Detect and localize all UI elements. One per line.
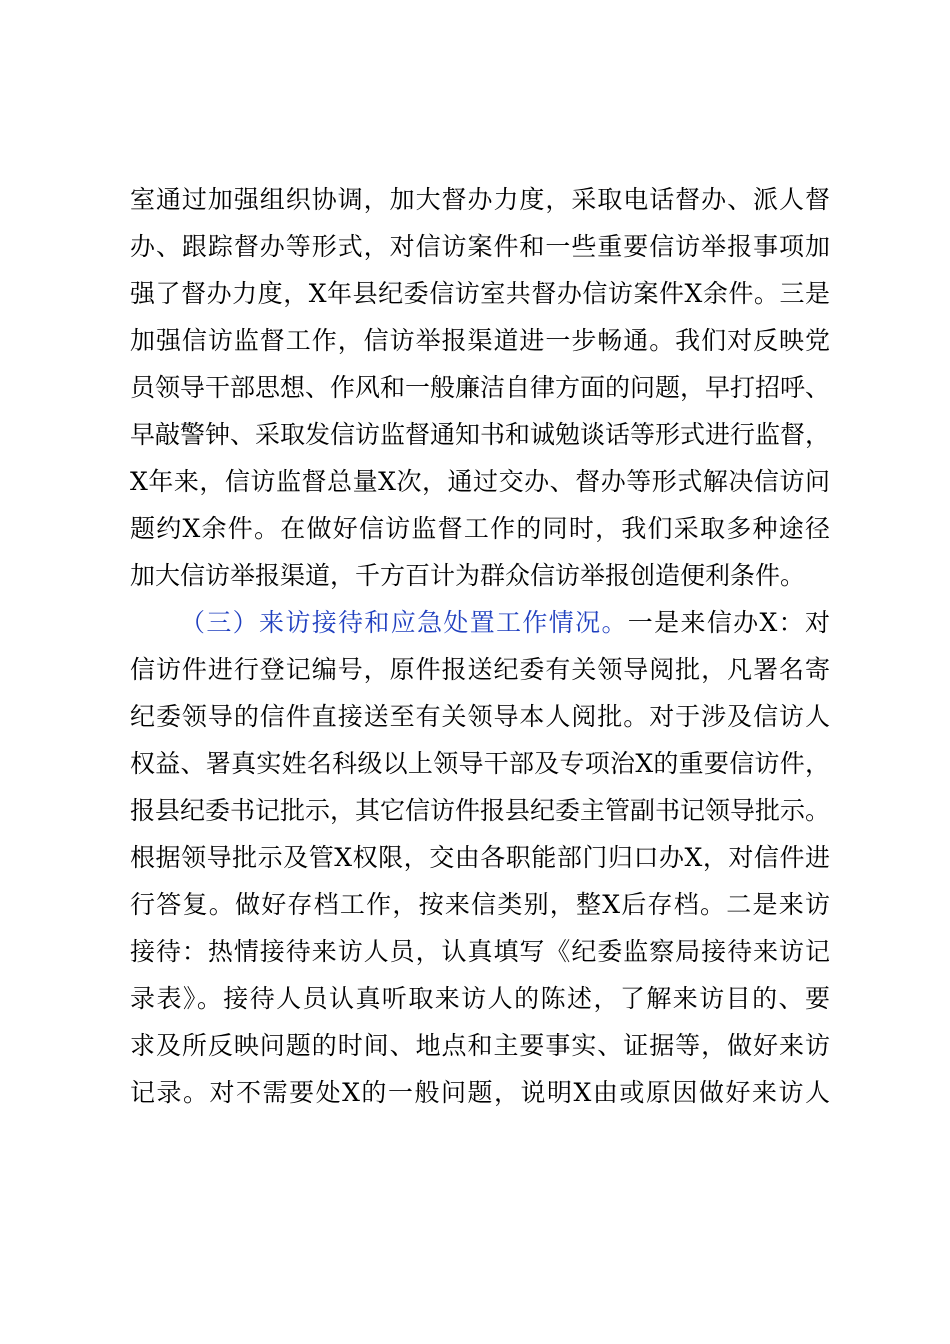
text-line: 行答复。做好存档工作，按来信类别，整X后存档。二是来访 [130,890,830,919]
text-line: 强了督办力度，X年县纪委信访室共督办信访案件X余件。三是 [130,279,830,308]
text-line: 根据领导批示及管X权限，交由各职能部门归口办X，对信件进 [130,843,830,872]
text-line: 记录。对不需要处X的一般问题，说明X由或原因做好来访人 [130,1078,830,1107]
text-line: 报县纪委书记批示，其它信访件报县纪委主管副书记领导批示。 [130,796,830,825]
text-line: 办、跟踪督办等形式，对信访案件和一些重要信访举报事项加 [130,232,830,261]
first-line-rest: 一是来信办X：对 [627,608,830,637]
section-heading: （三）来访接待和应急处置工作情况。 [180,608,628,637]
text-line: 加大信访举报渠道，千方百计为群众信访举报创造便利条件。 [130,561,806,590]
text-line: 接待：热情接待来访人员，认真填写《纪委监察局接待来访记 [130,937,830,966]
text-line: 题约X余件。在做好信访监督工作的同时，我们采取多种途径 [130,514,830,543]
text-line: 权益、署真实姓名科级以上领导干部及专项治X的重要信访件， [130,749,830,778]
text-line-first [130,599,830,646]
text-line: 录表》。接待人员认真听取来访人的陈述，了解来访目的、要 [130,984,830,1013]
text-line: X年来，信访监督总量X次，通过交办、督办等形式解决信访问 [130,467,830,496]
paragraph-1 [130,176,830,599]
paragraph-2 [130,599,830,1116]
text-line: 员领导干部思想、作风和一般廉洁自律方面的问题，早打招呼、 [130,373,830,402]
text-line: 纪委领导的信件直接送至有关领导本人阅批。对于涉及信访人 [130,702,830,731]
text-line: 信访件进行登记编号，原件报送纪委有关领导阅批，凡署名寄 [130,655,830,684]
text-line: 加强信访监督工作，信访举报渠道进一步畅通。我们对反映党 [130,326,830,355]
text-line: 室通过加强组织协调，加大督办力度，采取电话督办、派人督 [130,185,830,214]
document-body [130,176,830,1116]
text-line: 早敲警钟、采取发信访监督通知书和诚勉谈话等形式进行监督， [130,420,830,449]
text-line: 求及所反映问题的时间、地点和主要事实、证据等，做好来访 [130,1031,830,1060]
